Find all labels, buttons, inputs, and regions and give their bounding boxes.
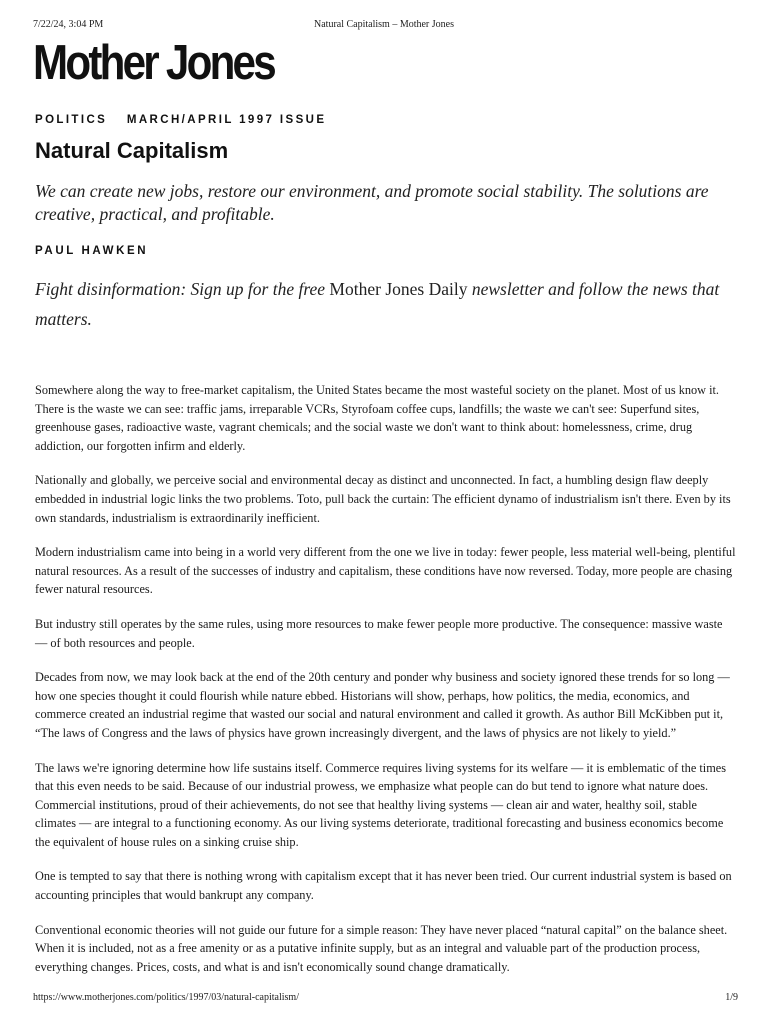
body-paragraph: Nationally and globally, we perceive social and environmental decay as distinct and unconnected. In fact, a humbling design flaw deeply embedded in industrial logic links the two problems. Toto, pull back the curtain: The efficient dynamo of industrialism isn't there. Even by its own standards, industrialism is extraordinarily inefficient. — [35, 473, 731, 525]
promo-tail: newsletter and follow the news that matters. — [35, 279, 720, 329]
promo-brand: Mother Jones Daily — [329, 279, 468, 299]
print-header — [33, 19, 735, 33]
body-paragraph: The laws we're ignoring determine how life sustains itself. Commerce requires living systems for its welfare — it is emblematic of the times that this even needs to be said. Because of our industrial prowess, we emphasize what people can do but tend to ignore what nature does. Commercial institutions, proud of their achievements, do not see that healthy living systems — clean air and water, healthy soil, stable climates — are integral to a functioning economy. As our living systems deteriorate, traditional forecasting and business economics become the equivalent of house rules on a sinking cruise ship. — [35, 760, 727, 849]
author-byline[interactable]: PAUL HAWKEN — [35, 245, 149, 257]
issue-link[interactable]: MARCH/APRIL 1997 ISSUE — [126, 114, 327, 126]
print-url: https://www.motherjones.com/politics/1997/03/natural-capitalism/ — [33, 992, 299, 1003]
body-paragraph: Modern industrialism came into being in a world very different from the one we live in today: fewer people, less material well-being, plentiful natural resources. As a result of the successes of industry and capitalism, these conditions have now reversed. Today, more people are chasing fewer natural resources. — [35, 545, 736, 597]
promo-lead: Fight disinformation: Sign up for the free — [35, 279, 330, 299]
article-dek: We can create new jobs, restore our environment, and promote social stability. The solutions are creative, practical, and profitable. — [35, 181, 709, 224]
body-paragraph: Decades from now, we may look back at the end of the 20th century and ponder why business and society ignored these trends for so long — how one species thought it could flourish while nature ebbed. Historians will show, perhaps, how politics, the media, economics, and commerce created an industrial regime that wasted our social and natural environment and called it growth. As author Bill McKibben put it, “The laws of Congress and the laws of physics have grown increasingly divergent, and the laws of physics are not likely to yield.” — [35, 670, 730, 740]
body-paragraph: Conventional economic theories will not guide our future for a simple reason: They have never placed “natural capital” on the balance sheet. When it is included, not as a free amenity or as a putative infinite supply, but as an integral and valuable part of the production process, everything changes. Prices, costs, and what is and isn't economically sound change dramatically. — [35, 922, 728, 974]
body-paragraph: Somewhere along the way to free-market capitalism, the United States became the most wasteful society on the planet. Most of us know it. There is the waste we can see: traffic jams, irreparable VCRs, Styrofoam coffee cups, landfills; the waste we can't see: Superfund sites, greenhouse gases, radioactive waste, vagrant chemicals; and the social waste we don't want to think about: homelessness, crime, drug addiction, our forgotten infirm and elderly. — [35, 383, 720, 453]
print-page-number: 1/9 — [725, 992, 738, 1003]
section-link[interactable]: POLITICS — [35, 114, 108, 126]
article-kicker — [35, 114, 326, 126]
print-datetime: 7/22/24, 3:04 PM — [33, 19, 104, 30]
print-doc-title: Natural Capitalism – Mother Jones — [314, 19, 454, 30]
print-footer — [33, 992, 738, 1006]
site-logo[interactable]: Mother Jones — [33, 36, 274, 90]
newsletter-promo[interactable] — [35, 274, 735, 334]
article-body — [35, 381, 737, 992]
body-paragraph: But industry still operates by the same rules, using more resources to make fewer people more productive. The consequence: massive waste — of both resources and people. — [35, 616, 723, 650]
article-headline: Natural Capitalism — [35, 138, 229, 163]
body-paragraph: One is tempted to say that there is nothing wrong with capitalism except that it has never been tried. Our current industrial system is based on accounting principles that would bankrupt any company. — [35, 869, 732, 903]
